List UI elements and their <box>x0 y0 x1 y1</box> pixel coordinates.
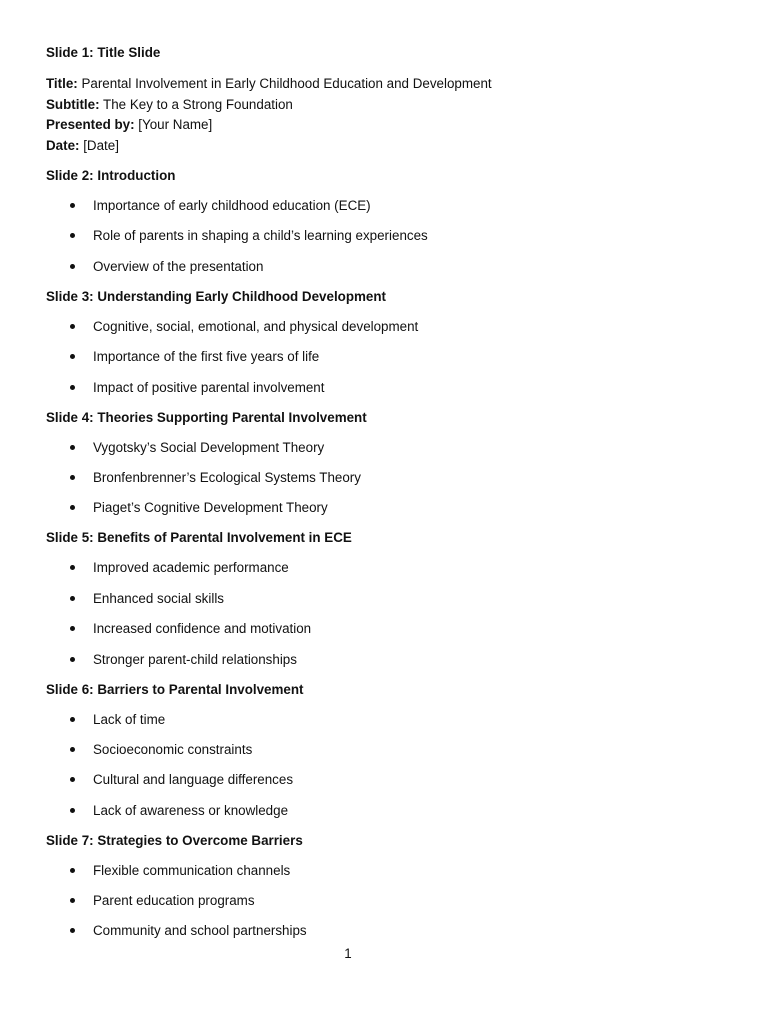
title-slide-details <box>46 74 726 156</box>
slide-3-bullet-list <box>46 317 726 398</box>
date-line <box>46 136 726 157</box>
slide-4-bullet-list <box>46 438 726 519</box>
bullet-icon <box>70 928 75 933</box>
bullet-icon <box>70 808 75 813</box>
list-item-text: Importance of early childhood education (ECE) <box>93 198 371 213</box>
bullet-icon <box>70 717 75 722</box>
presented-by-label: Presented by: <box>46 117 135 132</box>
bullet-icon <box>70 565 75 570</box>
list-item-text: Enhanced social skills <box>93 590 224 606</box>
list-item-text: Community and school partnerships <box>93 923 307 939</box>
bullet-icon <box>70 385 75 390</box>
bullet-icon <box>70 596 75 601</box>
slide-6-heading: Slide 6: Barriers to Parental Involvement <box>46 681 304 697</box>
slide-5-heading: Slide 5: Benefits of Parental Involvement in ECE <box>46 530 352 546</box>
title-label: Title: <box>46 76 78 91</box>
list-item <box>46 619 726 639</box>
list-item <box>46 861 726 881</box>
bullet-icon <box>70 264 75 269</box>
list-item-text: Flexible communication channels <box>93 862 291 878</box>
list-item-text: Lack of awareness or knowledge <box>93 802 289 818</box>
subtitle-label: Subtitle: <box>46 96 100 112</box>
title-line <box>46 74 726 95</box>
slide-6-section <box>46 680 726 821</box>
bullet-icon <box>70 324 75 329</box>
list-item <box>46 347 726 367</box>
list-item <box>46 558 726 578</box>
list-item-text: Overview of the presentation <box>93 258 264 274</box>
slide-3-heading: Slide 3: Understanding Early Childhood Development <box>46 288 387 304</box>
slide-7-section <box>46 831 726 942</box>
slide-5-bullet-list <box>46 558 726 669</box>
slide-3-section <box>46 287 726 398</box>
bullet-icon <box>70 203 75 208</box>
list-item-text: Lack of time <box>93 711 166 727</box>
list-item <box>46 650 726 670</box>
list-item-text: Improved academic performance <box>93 560 289 576</box>
presented-by-line <box>46 115 726 136</box>
list-item-text: Piaget’s Cognitive Development Theory <box>93 500 328 516</box>
list-item-text: Importance of the first five years of life <box>93 349 320 365</box>
list-item <box>46 196 726 216</box>
bullet-icon <box>70 868 75 873</box>
title-value: Parental Involvement in Early Childhood Education and Development <box>77 76 492 91</box>
slide-2-section <box>46 166 726 277</box>
subtitle-line <box>46 95 726 116</box>
slide-7-bullet-list <box>46 861 726 942</box>
bullet-icon <box>70 354 75 359</box>
slide-1-section <box>46 43 726 156</box>
list-item <box>46 740 726 760</box>
page-number: 1 <box>344 946 352 961</box>
list-item <box>46 257 726 277</box>
bullet-icon <box>70 777 75 782</box>
list-item <box>46 226 726 246</box>
list-item <box>46 468 726 488</box>
presented-by-value: [Your Name] <box>134 117 213 132</box>
date-value: [Date] <box>79 137 119 153</box>
document-page <box>46 43 726 941</box>
list-item-text: Parent education programs <box>93 893 255 909</box>
list-item <box>46 498 726 518</box>
list-item <box>46 438 726 458</box>
list-item-text: Vygotsky’s Social Development Theory <box>93 439 325 455</box>
list-item-text: Impact of positive parental involvement <box>93 379 325 395</box>
list-item-text: Bronfenbrenner’s Ecological Systems Theory <box>93 469 361 485</box>
bullet-icon <box>70 475 75 480</box>
bullet-icon <box>70 505 75 510</box>
subtitle-value: The Key to a Strong Foundation <box>99 96 293 112</box>
bullet-icon <box>70 747 75 752</box>
slide-2-bullet-list <box>46 196 726 277</box>
list-item-text: Cognitive, social, emotional, and physical development <box>93 318 419 334</box>
list-item-text: Stronger parent-child relationships <box>93 651 297 667</box>
list-item <box>46 770 726 790</box>
list-item-text: Increased confidence and motivation <box>93 621 312 637</box>
list-item-text: Cultural and language differences <box>93 772 294 788</box>
list-item <box>46 891 726 911</box>
list-item-text: Socioeconomic constraints <box>93 741 253 757</box>
date-label: Date: <box>46 137 80 153</box>
slide-6-bullet-list <box>46 710 726 821</box>
list-item <box>46 710 726 730</box>
list-item-text: Role of parents in shaping a child’s learning experiences <box>93 228 428 244</box>
slide-1-heading: Slide 1: Title Slide <box>46 45 161 60</box>
slide-5-section <box>46 528 726 669</box>
slide-2-heading: Slide 2: Introduction <box>46 168 176 183</box>
list-item <box>46 801 726 821</box>
bullet-icon <box>70 233 75 238</box>
list-item <box>46 589 726 609</box>
slide-4-heading: Slide 4: Theories Supporting Parental Involvement <box>46 409 367 425</box>
slide-4-section <box>46 408 726 519</box>
bullet-icon <box>70 445 75 450</box>
list-item <box>46 921 726 941</box>
bullet-icon <box>70 626 75 631</box>
slide-7-heading: Slide 7: Strategies to Overcome Barriers <box>46 832 303 848</box>
bullet-icon <box>70 657 75 662</box>
list-item <box>46 317 726 337</box>
list-item <box>46 378 726 398</box>
bullet-icon <box>70 898 75 903</box>
